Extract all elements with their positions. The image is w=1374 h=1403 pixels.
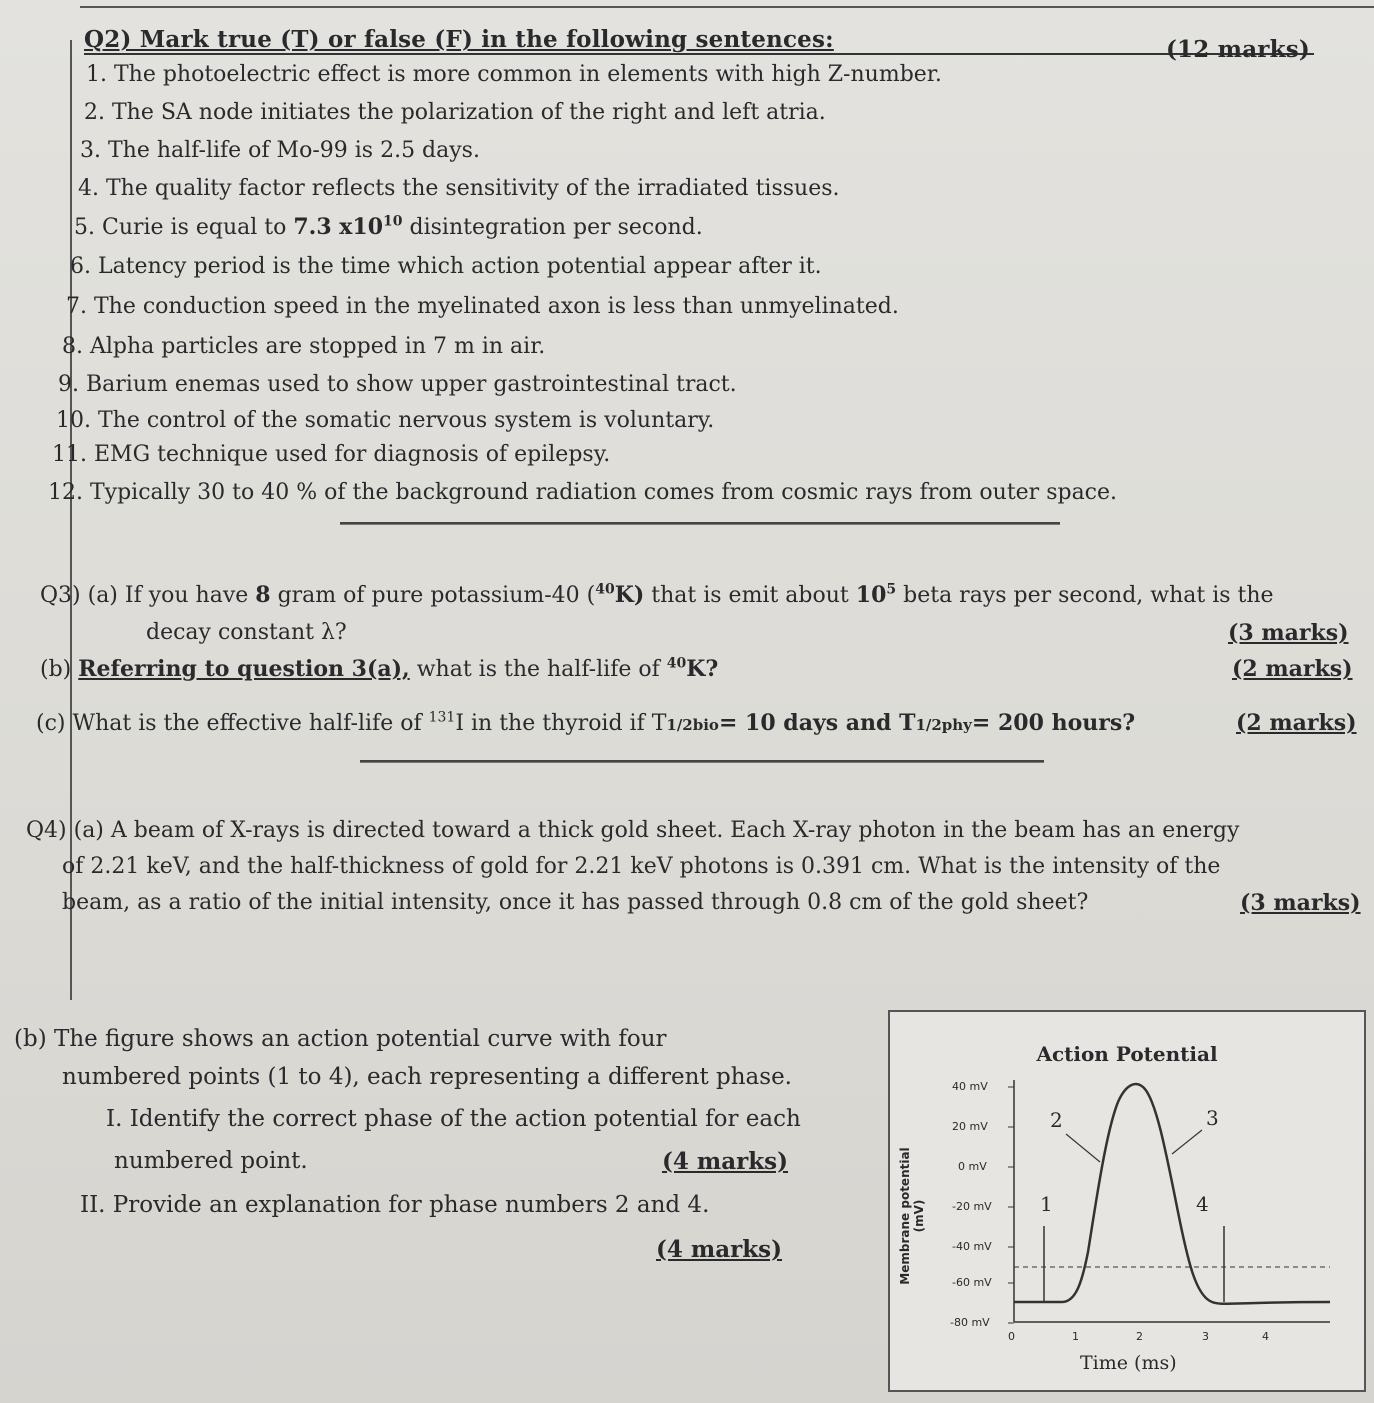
top-border	[80, 0, 1374, 8]
q3a-rate: 10	[855, 582, 887, 608]
y-tick-0: 0 mV	[958, 1160, 987, 1173]
q2-marks: (12 marks)	[1165, 36, 1310, 63]
figure-y-axis-label: Membrane potential (mV)	[898, 1147, 926, 1285]
q3c-marks: (2 marks)	[1236, 710, 1357, 736]
q2-statement-5-text: 5. Curie is equal to	[74, 215, 294, 240]
q3b-prefix: (b)	[40, 657, 79, 682]
q2-statement-5-exponent: 10	[383, 213, 403, 230]
point-label-1: 1	[1040, 1192, 1053, 1216]
q3c-mid: I in the thyroid if T	[455, 711, 667, 736]
q3a-rate-exponent: 5	[886, 581, 897, 598]
q2-statement-3: 3. The half-life of Mo-99 is 2.5 days.	[80, 138, 480, 163]
q3c-isotope-mass: 131	[428, 709, 456, 726]
q3c-sub-bio: 1/2bio	[666, 716, 719, 734]
y-tick-40: 40 mV	[952, 1080, 988, 1093]
q2-header	[84, 26, 1314, 63]
q3b-reference: Referring to question 3(a),	[78, 656, 410, 682]
x-tick-3: 3	[1202, 1330, 1209, 1343]
q4b-part-i-marks: (4 marks)	[662, 1148, 789, 1175]
y-tick-20: 20 mV	[952, 1120, 988, 1133]
x-tick-2: 2	[1136, 1330, 1143, 1343]
q2-statement-10: 10. The control of the somatic nervous system is voluntary.	[56, 408, 715, 433]
q2-statement-1: 1. The photoelectric effect is more common in elements with high Z-number.	[86, 62, 942, 87]
q3c	[36, 710, 1135, 736]
q2-statement-4: 4. The quality factor reflects the sensitivity of the irradiated tissues.	[78, 176, 840, 201]
point-label-3: 3	[1206, 1106, 1219, 1130]
pointer-3	[1172, 1130, 1202, 1154]
q3a-marks: (3 marks)	[1228, 620, 1349, 646]
q4a-line-2: of 2.21 keV, and the half-thickness of gold for 2.21 keV photons is 0.391 cm. What is the intensity of the	[62, 854, 1221, 879]
figure-x-axis-label: Time (ms)	[1080, 1352, 1177, 1374]
y-tick-minus-60: -60 mV	[952, 1276, 992, 1289]
q3b-isotope: K?	[686, 656, 719, 682]
q4b-part-ii: II. Provide an explanation for phase numbers 2 and 4.	[80, 1192, 710, 1218]
q3-q4-separator	[360, 760, 1044, 763]
q3b-isotope-mass: 40	[666, 655, 687, 672]
q3c-sub-phy: 1/2phy	[915, 716, 972, 734]
y-axis-ticks	[1008, 1087, 1014, 1323]
x-tick-0: 0	[1008, 1330, 1015, 1343]
q2-statement-7: 7. The conduction speed in the myelinated axon is less than unmyelinated.	[66, 294, 899, 319]
q2-statement-5	[74, 214, 703, 240]
y-tick-minus-80: -80 mV	[950, 1316, 990, 1329]
q3a-mid2: that is emit about	[644, 583, 856, 608]
q4a-marks: (3 marks)	[1240, 890, 1361, 916]
q4a-line-1: Q4) (a) A beam of X-rays is directed toward a thick gold sheet. Each X-ray photon in the beam has an energy	[26, 818, 1240, 843]
q2-statement-6: 6. Latency period is the time which action potential appear after it.	[70, 254, 822, 279]
q2-statement-5-tail: disintegration per second.	[402, 215, 703, 240]
q4b-line-1: (b) The figure shows an action potential curve with four	[14, 1026, 667, 1052]
q3a-tail: beta rays per second, what is the	[896, 583, 1274, 608]
q2-title: Q2) Mark true (T) or false (F) in the following sentences:	[84, 26, 834, 53]
q3a-line-2: decay constant λ?	[146, 620, 347, 645]
y-tick-minus-40: -40 mV	[952, 1240, 992, 1253]
q4b-line-2: numbered points (1 to 4), each representing a different phase.	[62, 1064, 792, 1090]
q3a-prefix: Q3) (a) If you have	[40, 583, 256, 608]
q4b-part-i-line-2: numbered point.	[114, 1148, 308, 1174]
q2-statement-8: 8. Alpha particles are stopped in 7 m in air.	[62, 334, 546, 359]
q3b-marks: (2 marks)	[1232, 656, 1353, 682]
x-tick-1: 1	[1072, 1330, 1079, 1343]
q2-statement-2: 2. The SA node initiates the polarization of the right and left atria.	[84, 100, 826, 125]
q3c-value-bio: = 10 days and T	[718, 710, 916, 736]
q4b-part-i-line-1: I. Identify the correct phase of the action potential for each	[106, 1106, 801, 1132]
action-potential-figure	[888, 1010, 1366, 1392]
q4a-line-3: beam, as a ratio of the initial intensity, once it has passed through 0.8 cm of the gold sheet?	[62, 890, 1089, 915]
q3a-isotope-mass: 40	[595, 581, 615, 598]
action-potential-plot	[890, 1012, 1364, 1390]
q2-q3-separator	[340, 522, 1060, 525]
q3a-mass: 8	[255, 582, 271, 608]
y-tick-minus-20: -20 mV	[952, 1200, 992, 1213]
q2-statement-11: 11. EMG technique used for diagnosis of epilepsy.	[52, 442, 611, 467]
q2-statement-9: 9. Barium enemas used to show upper gastrointestinal tract.	[58, 372, 737, 397]
q4b-part-ii-marks: (4 marks)	[656, 1236, 783, 1263]
figure-title: Action Potential	[1036, 1042, 1218, 1066]
q3b	[40, 656, 718, 682]
q3a-mid: gram of pure potassium-40 (	[270, 583, 596, 608]
point-label-4: 4	[1196, 1192, 1209, 1216]
q2-statement-5-value: 7.3 x10	[293, 214, 384, 240]
q2-statement-12: 12. Typically 30 to 40 % of the background radiation comes from cosmic rays from outer space.	[48, 480, 1118, 505]
pointer-2	[1066, 1134, 1100, 1162]
q3b-tail: what is the half-life of	[409, 657, 667, 682]
q3c-value-phy: = 200 hours?	[971, 710, 1136, 736]
point-label-2: 2	[1050, 1108, 1063, 1132]
q3a-line-1	[40, 582, 1274, 608]
q3c-prefix: (c) What is the effective half-life of	[36, 711, 429, 736]
x-tick-4: 4	[1262, 1330, 1269, 1343]
q3a-isotope: K)	[614, 582, 645, 608]
